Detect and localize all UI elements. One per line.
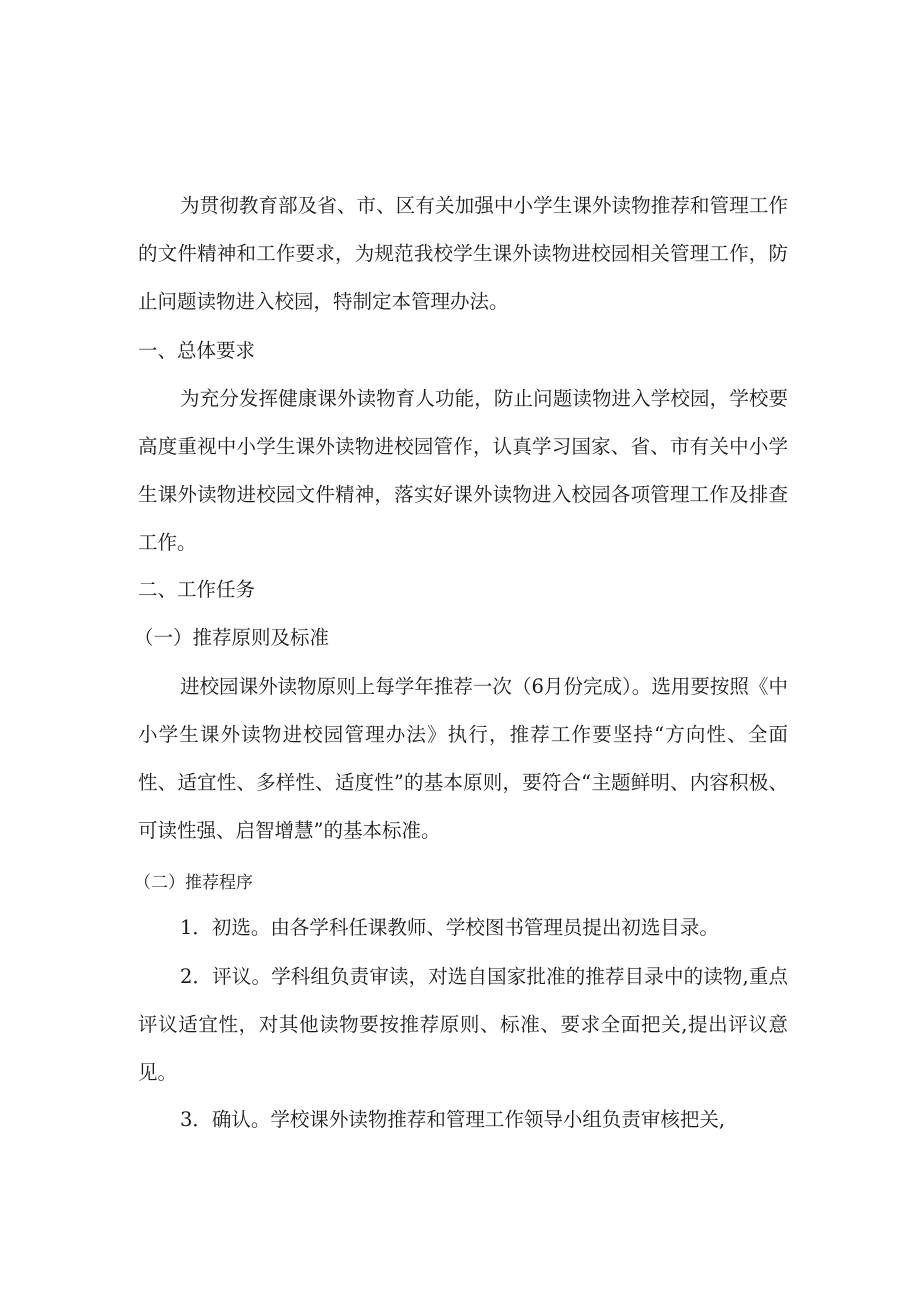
procedure-item-3: 3．确认。学校课外读物推荐和管理工作领导小组负责审核把关,: [180, 1108, 726, 1131]
subsection-1-heading: （一）推荐原则及标准: [134, 626, 330, 649]
section-1-heading: 一、总体要求: [138, 339, 256, 362]
subsection-2-heading: （二）推荐程序: [134, 873, 253, 893]
procedure-item-1: 1．初选。由各学科任课教师、学校图书管理员提出初选目录。: [180, 916, 719, 939]
procedure-item-2: 2．评议。学科组负责审读，对选自国家批准的推荐目录中的读物,重点评议适宜性，对其他读物要按推荐原则、标准、要求全面把关,提出评议意见。: [138, 965, 788, 1084]
subsection-1-paragraph: 进校园课外读物原则上每学年推荐一次（6月份完成）。选用要按照《中小学生课外读物进校园管理办法》执行，推荐工作要坚持“方向性、全面性、适宜性、多样性、适度性”的基本原则，要符合“主题鲜明、内容积极、可读性强、启智增慧”的基本标准。: [138, 675, 788, 842]
intro-paragraph: 为贯彻教育部及省、市、区有关加强中小学生课外读物推荐和管理工作的文件精神和工作要求，为规范我校学生课外读物进校园相关管理工作，防止问题读物进入校园，特制定本管理办法。: [138, 194, 788, 313]
section-2-heading: 二、工作任务: [138, 578, 256, 601]
section-1-paragraph: 为充分发挥健康课外读物育人功能，防止问题读物进入学校园，学校要高度重视中小学生课外读物进校园管作，认真学习国家、省、市有关中小学生课外读物进校园文件精神，落实好课外读物进入校园各项管理工作及排查工作。: [138, 387, 788, 554]
